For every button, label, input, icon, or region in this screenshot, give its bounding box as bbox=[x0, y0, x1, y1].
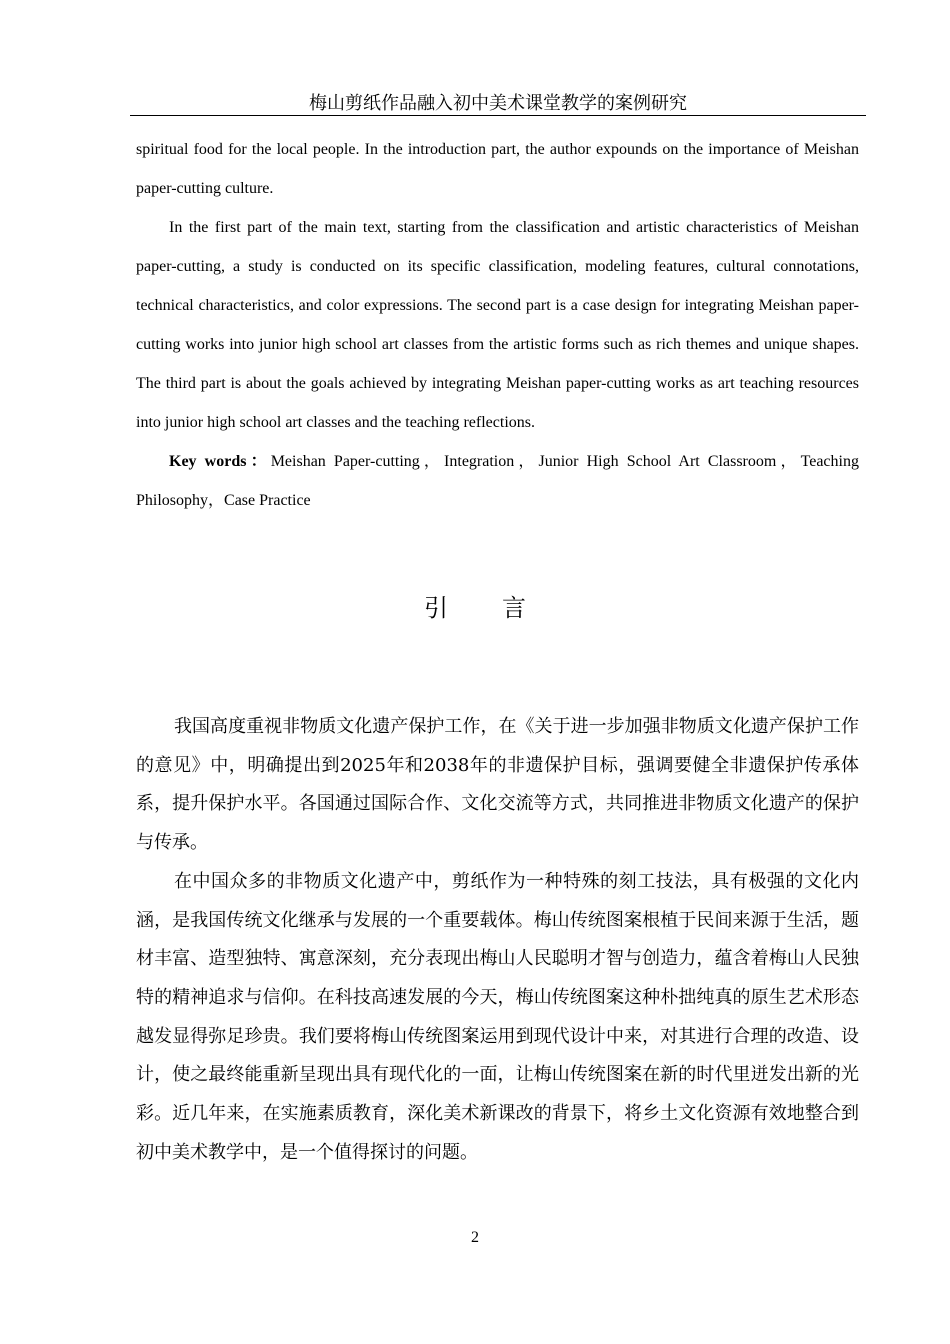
english-abstract bbox=[136, 130, 859, 520]
keywords-label: Key words： bbox=[169, 453, 271, 470]
abstract-paragraph-continued: spiritual food for the local people. In the introduction part, the author expounds on the importance of Meishan paper-cutting culture. bbox=[136, 141, 859, 197]
page-number: 2 bbox=[471, 1229, 479, 1246]
introduction-body bbox=[136, 708, 859, 1172]
keywords-line bbox=[136, 442, 859, 520]
running-header: 梅山剪纸作品融入初中美术课堂教学的案例研究 bbox=[309, 93, 687, 114]
abstract-paragraph: In the first part of the main text, starting from the classification and artistic characteristics of Meishan paper-cutting, a study is conducted on its specific classification, modeling features, cultural connotations, technical characteristics, and color expressions. The second part is a case design for integrating Meishan paper-cutting works into junior high school art classes from the artistic forms such as rich themes and unique shapes. The third part is about the goals achieved by integrating Meishan paper-cutting works as art teaching resources into junior high school art classes and the teaching reflections. bbox=[136, 219, 859, 431]
section-heading-char-1: 引 bbox=[424, 594, 448, 622]
section-heading bbox=[0, 588, 950, 628]
section-heading-char-2: 言 bbox=[502, 594, 526, 622]
header-divider bbox=[130, 115, 866, 116]
keywords-text: Meishan Paper-cutting，Integration，Junior High School Art Classroom，Teaching Philosophy，Case Practice bbox=[136, 453, 859, 509]
body-paragraph: 我国高度重视非物质文化遗产保护工作，在《关于进一步加强非物质文化遗产保护工作的意见》中，明确提出到2025年和2038年的非遗保护目标，强调要健全非遗保护传承体系，提升保护水平。各国通过国际合作、文化交流等方式，共同推进非物质文化遗产的保护与传承。 bbox=[136, 716, 859, 854]
body-paragraph: 在中国众多的非物质文化遗产中，剪纸作为一种特殊的刻工技法，具有极强的文化内涵，是我国传统文化继承与发展的一个重要载体。梅山传统图案根植于民间来源于生活，题材丰富、造型独特、寓意深刻，充分表现出梅山人民聪明才智与创造力，蕴含着梅山人民独特的精神追求与信仰。在科技高速发展的今天，梅山传统图案这种朴拙纯真的原生艺术形态越发显得弥足珍贵。我们要将梅山传统图案运用到现代设计中来，对其进行合理的改造、设计，使之最终能重新呈现出具有现代化的一面，让梅山传统图案在新的时代里迸发出新的光彩。近几年来，在实施素质教育，深化美术新课改的背景下，将乡土文化资源有效地整合到初中美术教学中，是一个值得探讨的问题。 bbox=[136, 870, 859, 1163]
